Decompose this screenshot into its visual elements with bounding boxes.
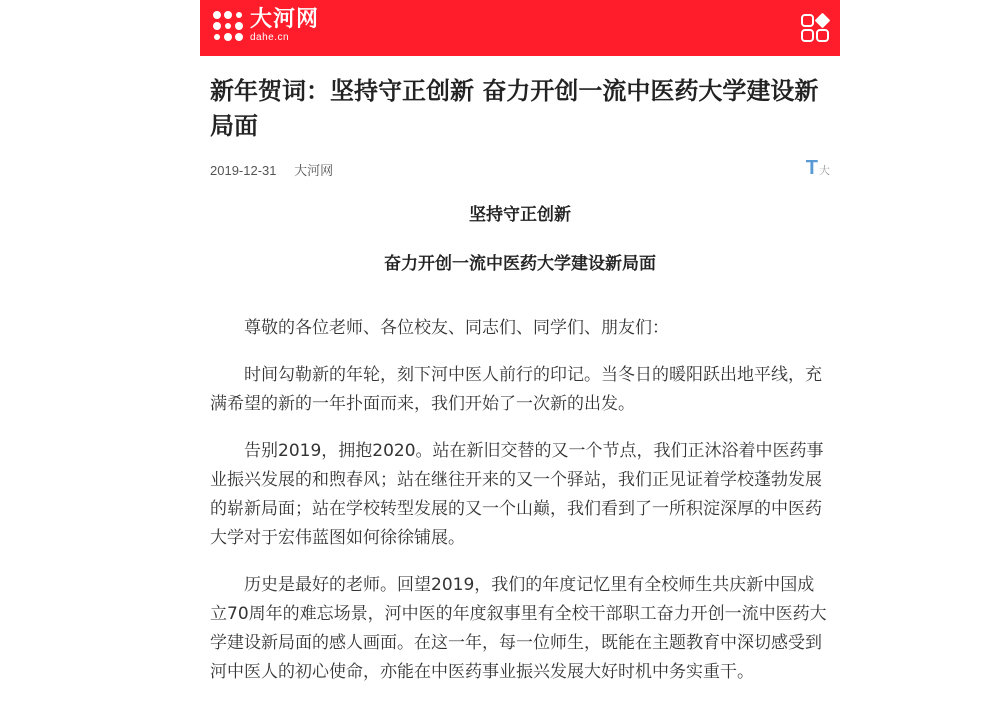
site-logo[interactable] — [210, 8, 319, 44]
article-body — [210, 314, 830, 687]
font-size-icon: T — [805, 157, 818, 179]
publish-date: 2019-12-31 — [210, 163, 277, 178]
apps-grid-icon[interactable] — [800, 13, 830, 43]
logo-text — [250, 9, 319, 43]
paragraph-salutation: 尊敬的各位老师、各位校友、同志们、同学们、朋友们： — [244, 318, 669, 338]
page — [200, 0, 840, 722]
paragraph: 告别2019，拥抱2020。站在新旧交替的又一个节点，我们正沐浴着中医药事业振兴发展的和煦春风；站在继往开来的又一个驿站，我们正见证着学校蓬勃发展的崭新局面；站在学校转型发展的又一个山巅，我们看到了一所积淀深厚的中医药大学对于宏伟蓝图如何徐徐铺展。 — [210, 441, 824, 548]
font-size-label: 大 — [819, 165, 830, 177]
font-size-toggle[interactable] — [806, 157, 830, 180]
article-meta — [210, 157, 830, 180]
article-source: 大河网 — [294, 163, 334, 178]
paragraph: 时间勾勒新的年轮，刻下河中医人前行的印记。当冬日的暖阳跃出地平线，充满希望的新的一年扑面而来，我们开始了一次新的出发。 — [210, 365, 822, 414]
article-subheading-1: 坚持守正创新 — [469, 205, 571, 225]
logo-dots-icon — [210, 8, 246, 44]
paragraph: 历史是最好的老师。回望2019，我们的年度记忆里有全校师生共庆新中国成立70周年的难忘场景，河中医的年度叙事里有全校干部职工奋力开创一流中医药大学建设新局面的感人画面。在这一年，每一位师生，既能在主题教育中深切感受到河中医人的初心使命，亦能在中医药事业振兴发展大好时机中务实重干。 — [210, 575, 827, 682]
logo-domain: dahe.cn — [250, 32, 290, 43]
site-header — [200, 0, 840, 56]
article-subheading-2: 奋力开创一流中医药大学建设新局面 — [384, 254, 656, 274]
article-title: 新年贺词：坚持守正创新 奋力开创一流中医药大学建设新局面 — [210, 77, 819, 140]
logo-name: 大河网 — [250, 7, 320, 32]
